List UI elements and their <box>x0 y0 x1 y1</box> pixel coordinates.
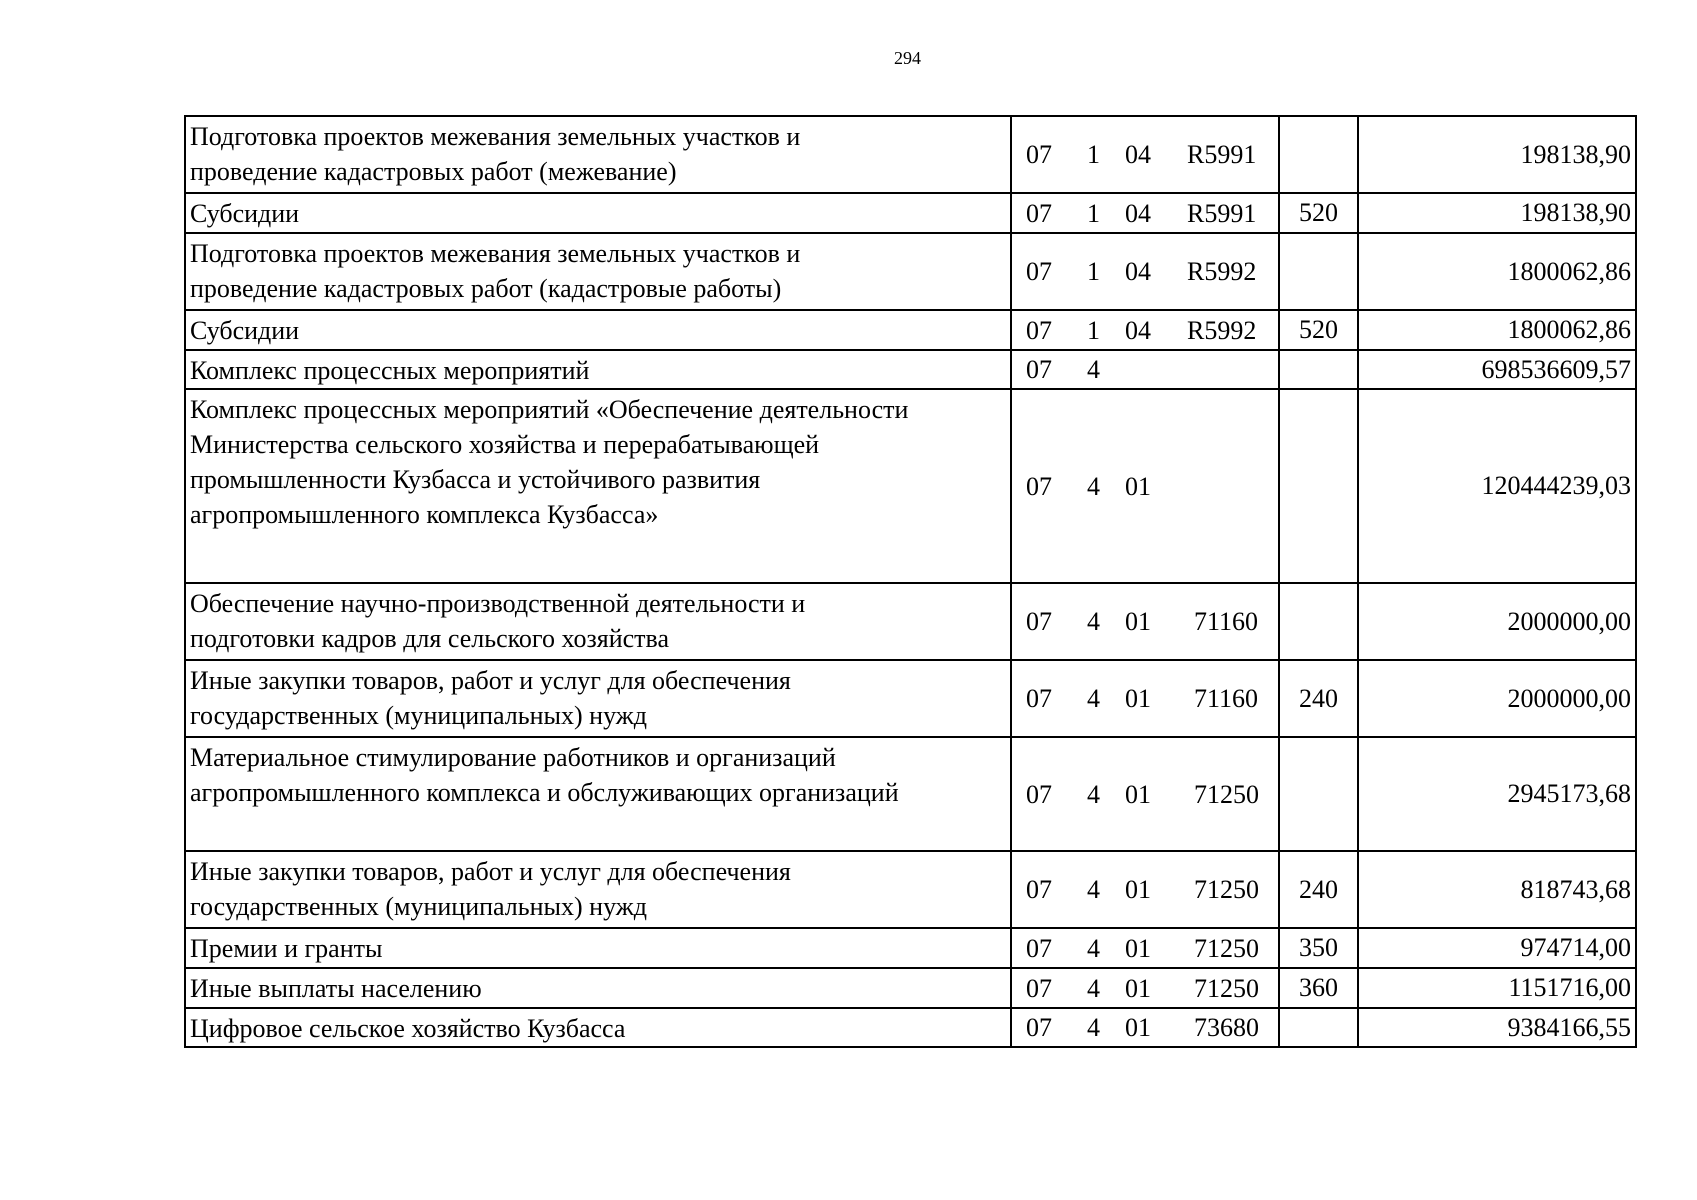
expense-type-code: 520 <box>1279 193 1358 233</box>
table-row <box>185 389 1636 583</box>
program-code: 07 <box>1026 933 1052 963</box>
main-event-code: 01 <box>1125 1013 1151 1042</box>
row-name-cell <box>185 660 1011 737</box>
budget-table-container <box>184 115 1637 1048</box>
row-name-line: Иные закупки товаров, работ и услуг для обеспечения <box>190 666 791 695</box>
target-article-code <box>1012 777 1278 812</box>
row-name-line: Подготовка проектов межевания земельных участков и <box>190 122 801 151</box>
program-code: 07 <box>1026 875 1052 904</box>
table-row <box>185 583 1636 660</box>
expense-type-code <box>1279 389 1358 583</box>
main-event-code: 01 <box>1125 607 1151 636</box>
main-event-code: 01 <box>1125 933 1151 963</box>
row-name-cell <box>185 928 1011 968</box>
row-name-cell <box>185 350 1011 389</box>
row-name-line: государственных (муниципальных) нужд <box>190 892 647 921</box>
table-row <box>185 968 1636 1008</box>
row-code-cell <box>1011 968 1279 1008</box>
target-article-code <box>1012 1010 1278 1045</box>
direction-code: 71250 <box>1194 973 1259 1003</box>
subprogram-code: 1 <box>1087 140 1100 169</box>
row-name-cell <box>185 583 1011 660</box>
row-name-line: Цифровое сельское хозяйство Кузбасса <box>190 1014 626 1043</box>
row-name-line: подготовки кадров для сельского хозяйства <box>190 624 669 653</box>
direction-code: 73680 <box>1194 1013 1259 1042</box>
program-code: 07 <box>1026 471 1052 501</box>
row-code-cell <box>1011 389 1279 583</box>
expense-type-code: 520 <box>1279 310 1358 350</box>
page-number: 294 <box>894 48 921 68</box>
table-row <box>185 310 1636 350</box>
row-name-line: Субсидии <box>190 199 300 228</box>
row-name-line: Премии и гранты <box>190 934 383 963</box>
direction-code: R5992 <box>1187 315 1257 345</box>
row-name-line: Обеспечение научно-производственной деятельности и <box>190 589 806 618</box>
row-name-line: агропромышленного комплекса и обслуживающих организаций <box>190 778 899 807</box>
row-name-cell <box>185 851 1011 928</box>
table-row <box>185 737 1636 851</box>
amount-cell: 1800062,86 <box>1358 233 1636 310</box>
amount-cell: 2000000,00 <box>1358 660 1636 737</box>
program-code: 07 <box>1026 257 1052 286</box>
row-name-cell <box>185 737 1011 851</box>
program-code: 07 <box>1026 607 1052 636</box>
program-code: 07 <box>1026 355 1052 384</box>
target-article-code <box>1012 313 1278 348</box>
row-name-cell <box>185 233 1011 310</box>
subprogram-code: 1 <box>1087 257 1100 286</box>
table-row <box>185 233 1636 310</box>
main-event-code: 04 <box>1125 257 1151 286</box>
amount-cell: 1800062,86 <box>1358 310 1636 350</box>
row-name-line: проведение кадастровых работ (кадастровые работы) <box>190 274 782 303</box>
amount-cell: 198138,90 <box>1358 193 1636 233</box>
direction-code: R5991 <box>1187 140 1257 169</box>
table-row <box>185 1008 1636 1047</box>
program-code: 07 <box>1026 315 1052 345</box>
expense-type-code <box>1279 1008 1358 1047</box>
subprogram-code: 4 <box>1087 1013 1100 1042</box>
subprogram-code: 4 <box>1087 607 1100 636</box>
row-code-cell <box>1011 1008 1279 1047</box>
amount-cell: 2945173,68 <box>1358 737 1636 851</box>
row-name-cell <box>185 389 1011 583</box>
row-name-line: Иные выплаты населению <box>190 974 482 1003</box>
expense-type-code <box>1279 737 1358 851</box>
row-code-cell <box>1011 233 1279 310</box>
row-name-cell <box>185 1008 1011 1047</box>
target-article-code <box>1012 196 1278 231</box>
budget-table <box>184 115 1637 1048</box>
row-name-line: Комплекс процессных мероприятий «Обеспечение деятельности <box>190 395 909 424</box>
direction-code: 71250 <box>1194 779 1259 809</box>
main-event-code: 01 <box>1125 875 1151 904</box>
target-article-code <box>1012 352 1278 387</box>
row-code-cell <box>1011 583 1279 660</box>
row-code-cell <box>1011 116 1279 193</box>
amount-cell: 818743,68 <box>1358 851 1636 928</box>
amount-cell: 9384166,55 <box>1358 1008 1636 1047</box>
expense-type-code <box>1279 583 1358 660</box>
main-event-code: 01 <box>1125 779 1151 809</box>
amount-cell: 698536609,57 <box>1358 350 1636 389</box>
subprogram-code: 4 <box>1087 684 1100 713</box>
expense-type-code: 240 <box>1279 851 1358 928</box>
subprogram-code: 4 <box>1087 779 1100 809</box>
expense-type-code: 240 <box>1279 660 1358 737</box>
row-code-cell <box>1011 737 1279 851</box>
target-article-code <box>1012 681 1278 716</box>
row-name-cell <box>185 968 1011 1008</box>
target-article-code <box>1012 604 1278 639</box>
row-name-line: проведение кадастровых работ (межевание) <box>190 157 677 186</box>
target-article-code <box>1012 931 1278 966</box>
row-name-line: Иные закупки товаров, работ и услуг для обеспечения <box>190 857 791 886</box>
row-name-line: Субсидии <box>190 316 300 345</box>
row-name-cell <box>185 116 1011 193</box>
row-name-line: Министерства сельского хозяйства и перерабатывающей <box>190 430 820 459</box>
table-row <box>185 350 1636 389</box>
program-code: 07 <box>1026 198 1052 228</box>
subprogram-code: 4 <box>1087 973 1100 1003</box>
row-name-line: Комплекс процессных мероприятий <box>190 356 590 385</box>
program-code: 07 <box>1026 973 1052 1003</box>
main-event-code: 04 <box>1125 140 1151 169</box>
target-article-code <box>1012 872 1278 907</box>
table-row <box>185 851 1636 928</box>
row-name-line: промышленности Кузбасса и устойчивого развития <box>190 465 761 494</box>
row-code-cell <box>1011 350 1279 389</box>
main-event-code: 04 <box>1125 315 1151 345</box>
program-code: 07 <box>1026 779 1052 809</box>
row-code-cell <box>1011 193 1279 233</box>
direction-code: 71250 <box>1194 875 1259 904</box>
expense-type-code: 360 <box>1279 968 1358 1008</box>
main-event-code: 01 <box>1125 684 1151 713</box>
expense-type-code: 350 <box>1279 928 1358 968</box>
target-article-code <box>1012 254 1278 289</box>
row-name-line: Материальное стимулирование работников и организаций <box>190 743 836 772</box>
direction-code: R5991 <box>1187 198 1257 228</box>
amount-cell: 1151716,00 <box>1358 968 1636 1008</box>
table-row <box>185 116 1636 193</box>
amount-cell: 120444239,03 <box>1358 389 1636 583</box>
table-row <box>185 660 1636 737</box>
subprogram-code: 4 <box>1087 875 1100 904</box>
target-article-code <box>1012 137 1278 172</box>
program-code: 07 <box>1026 140 1052 169</box>
subprogram-code: 1 <box>1087 315 1100 345</box>
program-code: 07 <box>1026 1013 1052 1042</box>
program-code: 07 <box>1026 684 1052 713</box>
main-event-code: 01 <box>1125 471 1151 501</box>
amount-cell: 198138,90 <box>1358 116 1636 193</box>
amount-cell: 974714,00 <box>1358 928 1636 968</box>
expense-type-code <box>1279 233 1358 310</box>
target-article-code <box>1012 469 1278 504</box>
row-code-cell <box>1011 928 1279 968</box>
direction-code: R5992 <box>1187 257 1257 286</box>
row-name-cell <box>185 193 1011 233</box>
row-code-cell <box>1011 310 1279 350</box>
row-code-cell <box>1011 851 1279 928</box>
subprogram-code: 1 <box>1087 198 1100 228</box>
row-code-cell <box>1011 660 1279 737</box>
table-row <box>185 193 1636 233</box>
subprogram-code: 4 <box>1087 355 1100 384</box>
row-name-line: агропромышленного комплекса Кузбасса» <box>190 500 659 529</box>
expense-type-code <box>1279 116 1358 193</box>
expense-type-code <box>1279 350 1358 389</box>
row-name-line: Подготовка проектов межевания земельных участков и <box>190 239 801 268</box>
subprogram-code: 4 <box>1087 933 1100 963</box>
row-name-cell <box>185 310 1011 350</box>
main-event-code: 01 <box>1125 973 1151 1003</box>
direction-code: 71160 <box>1194 684 1259 713</box>
main-event-code: 04 <box>1125 198 1151 228</box>
amount-cell: 2000000,00 <box>1358 583 1636 660</box>
target-article-code <box>1012 971 1278 1006</box>
direction-code: 71160 <box>1194 607 1259 636</box>
direction-code: 71250 <box>1194 933 1259 963</box>
table-row <box>185 928 1636 968</box>
row-name-line: государственных (муниципальных) нужд <box>190 701 647 730</box>
subprogram-code: 4 <box>1087 471 1100 501</box>
